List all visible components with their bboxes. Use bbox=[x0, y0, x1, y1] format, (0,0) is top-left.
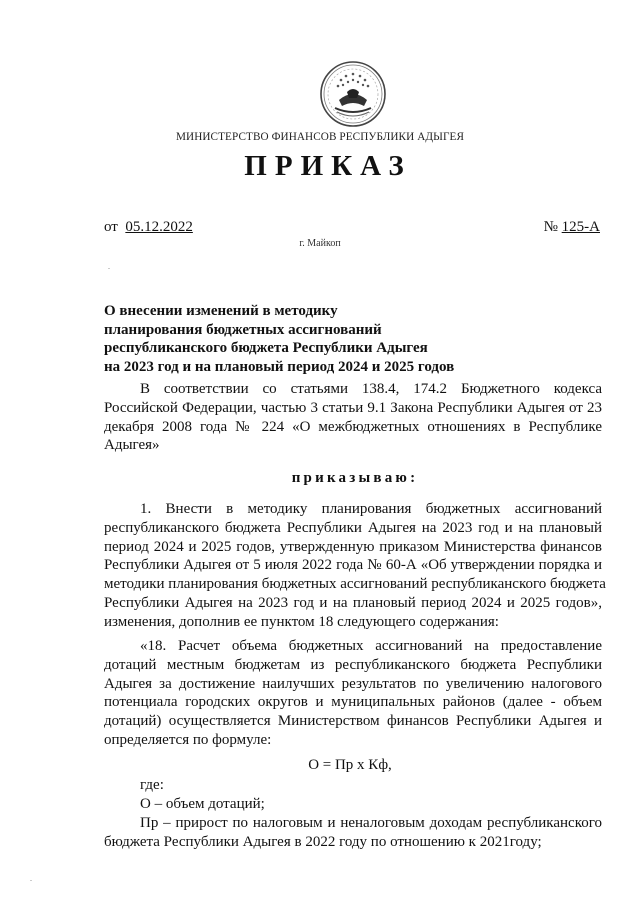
definition-pr-line: Пр – прирост по налоговым и неналоговым доходам республиканского bbox=[140, 815, 602, 831]
preamble-line: В соответствии со статьями 138.4, 174.2 Бюджетного кодекса bbox=[140, 381, 602, 397]
date-value: 05.12.2022 bbox=[125, 219, 193, 235]
preamble-line: Адыгея» bbox=[104, 437, 160, 454]
subject-line: на 2023 год и на плановый период 2024 и 2025 годов bbox=[104, 358, 455, 375]
document-date bbox=[104, 219, 193, 236]
formula: О = Пр х Кф, bbox=[308, 757, 392, 773]
item-1-line: методики планирования бюджетных ассигнований республиканского бюджета bbox=[104, 576, 606, 593]
item-18-line: определяется по формуле: bbox=[104, 731, 272, 748]
ministry-name: МИНИСТЕРСТВО ФИНАНСОВ РЕСПУБЛИКИ АДЫГЕЯ bbox=[175, 131, 465, 143]
document-title: ПРИКАЗ bbox=[244, 150, 412, 182]
subject-line: О внесении изменений в методику bbox=[104, 303, 338, 319]
item-1-paragraph bbox=[104, 500, 606, 632]
item-1-line: республиканского бюджета Республики Адыгея на 2023 год и на плановый bbox=[104, 519, 602, 536]
item-1-line: Республики Адыгея от 5 июля 2022 года № 60-А «Об утверждении порядка и bbox=[104, 557, 602, 574]
definition-pr-line: бюджета Республики Адыгея в 2022 году по отношению к 2021году; bbox=[104, 833, 542, 850]
preamble-paragraph bbox=[104, 380, 602, 455]
item-1-line: 1. Внести в методику планирования бюджетных ассигнований bbox=[140, 501, 602, 517]
date-prefix: от bbox=[104, 219, 118, 235]
document-number bbox=[544, 219, 600, 236]
scan-speck bbox=[108, 268, 110, 269]
item-18-line: дотаций) осуществляется Министерством финансов Республики Адыгея и bbox=[104, 713, 602, 730]
preamble-line: Российской Федерации, частью 3 статьи 9.1 Закона Республики Адыгея от 23 bbox=[104, 399, 602, 416]
document-subject bbox=[104, 302, 544, 376]
definition-pr bbox=[104, 814, 602, 852]
item-18-line: Адыгея за достижение наилучших результатов по увеличению налогового bbox=[104, 675, 602, 692]
item-18-line: дотаций местным бюджетам из республиканского бюджета Республики bbox=[104, 656, 602, 673]
preamble-line: декабря 2008 года № 224 «О межбюджетных отношениях в Республике bbox=[104, 418, 602, 435]
item-18-paragraph bbox=[104, 637, 602, 750]
where-label: где: bbox=[140, 777, 164, 793]
item-1-line: Республики Адыгея на 2023 год и на плановый период 2024 и 2025 годов», bbox=[104, 594, 602, 611]
item-1-line: изменения, дополнив ее пунктом 18 следующего содержания: bbox=[104, 613, 499, 630]
subject-line: планирования бюджетных ассигнований bbox=[104, 321, 382, 338]
adygea-coat-of-arms-icon bbox=[319, 60, 387, 128]
number-prefix: № bbox=[543, 219, 558, 235]
number-value: 125-А bbox=[561, 219, 600, 235]
definition-o: О – объем дотаций; bbox=[140, 796, 265, 812]
scan-speck bbox=[30, 880, 32, 881]
document-city: г. Майкоп bbox=[299, 238, 341, 249]
item-18-line: «18. Расчет объема бюджетных ассигнований на предоставление bbox=[140, 638, 602, 654]
item-18-line: потенциала городских округов и муниципальных районов (далее - объем bbox=[104, 694, 602, 711]
item-1-line: период 2024 и 2025 годов, утвержденную приказом Министерства финансов bbox=[104, 538, 602, 555]
order-word: приказываю: bbox=[291, 470, 419, 486]
subject-line: республиканского бюджета Республики Адыгея bbox=[104, 340, 428, 356]
